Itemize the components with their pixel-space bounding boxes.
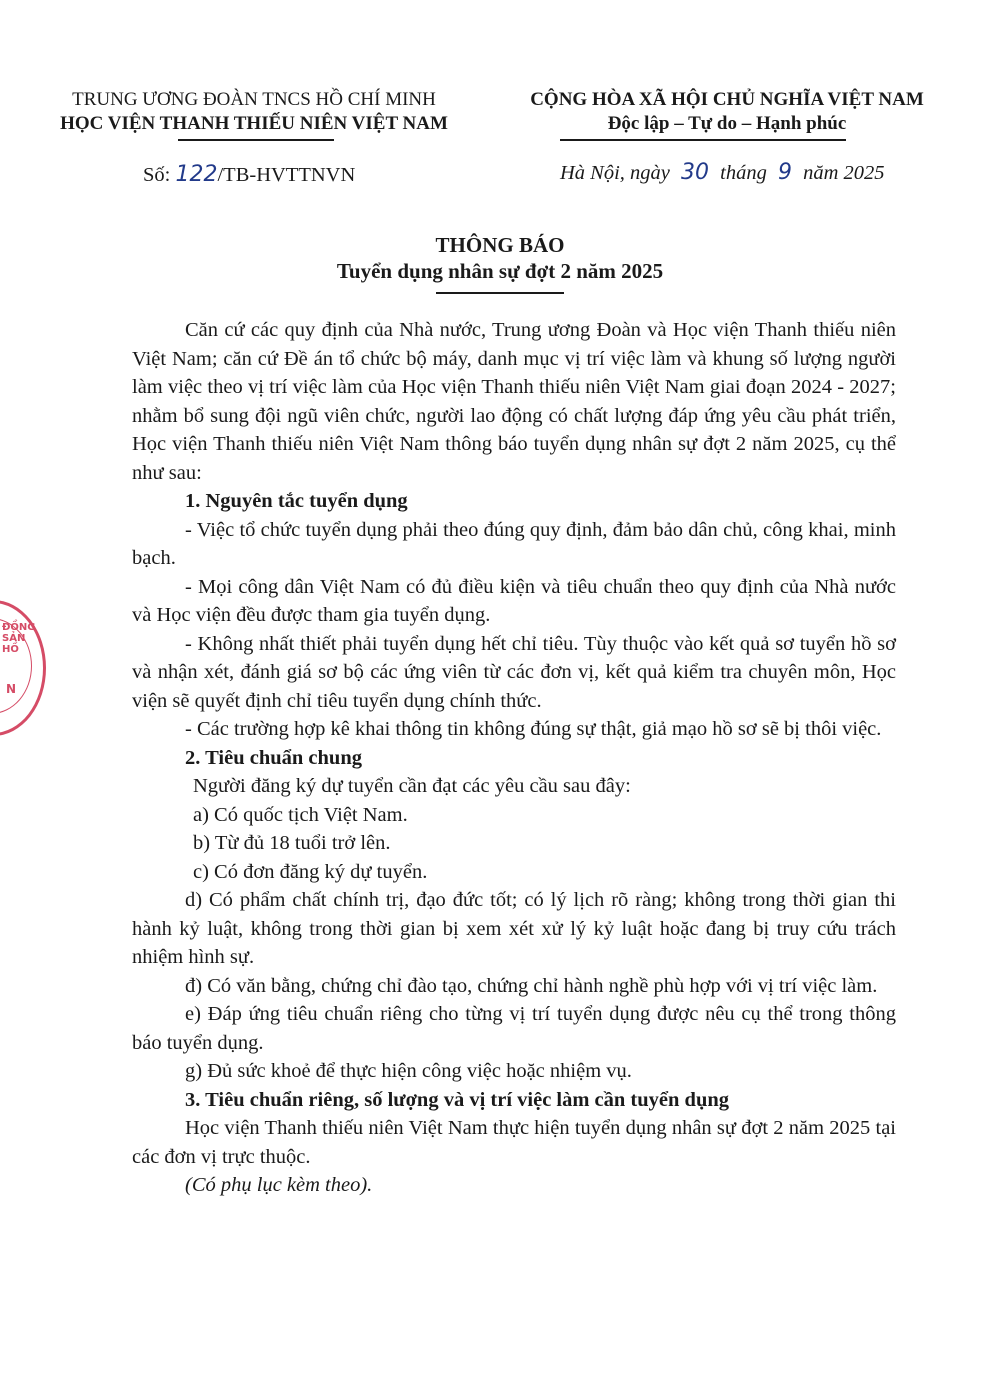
intro-paragraph: Căn cứ các quy định của Nhà nước, Trung ương Đoàn và Học viện Thanh thiếu niên Việt Nam; căn cứ Đề án tổ chức bộ máy, danh mục vị trí việc làm và khung số lượng người làm việc theo vị trí việc làm của Học viện Thanh thiếu niên Việt Nam giai đoạn 2024 - 2027; nhằm bổ sung đội ngũ viên chức, người lao động có chất lượng đáp ứng yêu cầu phát triển, Học viện Thanh thiếu niên Việt Nam thông báo tuyển dụng nhân sự đợt 2 năm 2025, cụ thể như sau: xyxy=(132,319,896,484)
section-2-lead: Người đăng ký dự tuyển cần đạt các yêu cầu sau đây: xyxy=(193,775,631,797)
section-1-item: - Mọi công dân Việt Nam có đủ điều kiện và tiêu chuẩn theo quy định của Nhà nước và Học viện đều được tham gia tuyển dụng. xyxy=(132,575,896,626)
nation-line-2: Độc lập – Tự do – Hạnh phúc xyxy=(607,113,847,134)
section-1-heading: 1. Nguyên tắc tuyển dụng xyxy=(185,490,408,512)
section-3-text: Học viện Thanh thiếu niên Việt Nam thực hiện tuyển dụng nhân sự đợt 2 năm 2025 tại các đơn vị trực thuộc. xyxy=(132,1117,896,1168)
document-date xyxy=(560,160,885,185)
section-2-item: đ) Có văn bằng, chứng chỉ đào tạo, chứng chỉ hành nghề phù hợp với vị trí việc làm. xyxy=(185,974,878,997)
date-year: năm 2025 xyxy=(797,162,885,184)
section-1-item: - Không nhất thiết phải tuyển dụng hết chỉ tiêu. Tùy thuộc vào kết quả sơ tuyển hồ sơ và nhận xét, đánh giá sơ bộ các ứng viên từ các đơn vị, kết quả kiểm tra chuyên môn, Học viện sẽ quyết định chỉ tiêu tuyển dụng chính thức. xyxy=(132,632,896,712)
section-2-item: e) Đáp ứng tiêu chuẩn riêng cho từng vị trí tuyển dụng được nêu cụ thể trong thông báo tuyển dụng. xyxy=(132,1003,896,1054)
date-place: Hà Nội, ngày xyxy=(560,162,676,184)
section-3-heading: 3. Tiêu chuẩn riêng, số lượng và vị trí việc làm cần tuyển dụng xyxy=(185,1088,729,1111)
document-subtitle: Tuyển dụng nhân sự đợt 2 năm 2025 xyxy=(336,259,664,283)
number-handwritten: 122 xyxy=(175,162,218,187)
org-line-2: HỌC VIỆN THANH THIẾU NIÊN VIỆT NAM xyxy=(60,113,448,134)
number-prefix: Số: xyxy=(143,164,176,186)
section-2-item: d) Có phẩm chất chính trị, đạo đức tốt; có lý lịch rõ ràng; không trong thời gian thi hành kỷ luật, không trong thời gian bị xem xét xử lý kỷ luật hoặc đang bị truy cứu trách nhiệm hình sự. xyxy=(132,889,896,968)
section-2-heading: 2. Tiêu chuẩn chung xyxy=(185,746,362,769)
section-2-item: a) Có quốc tịch Việt Nam. xyxy=(193,803,408,826)
nation-line-1: CỘNG HÒA XÃ HỘI CHỦ NGHĨA VIỆT NAM xyxy=(530,89,924,110)
section-3-note: (Có phụ lục kèm theo). xyxy=(185,1174,373,1196)
seal-text-top: ĐỒNG SẢN HỒ xyxy=(2,622,36,655)
title-underline xyxy=(436,292,564,294)
section-2-item: b) Từ đủ 18 tuổi trở lên. xyxy=(193,832,391,854)
number-suffix: /TB-HVTTNVN xyxy=(217,164,356,186)
date-day: 30 xyxy=(681,160,710,185)
section-2-item: c) Có đơn đăng ký dự tuyển. xyxy=(193,860,428,883)
section-1-item: - Việc tổ chức tuyển dụng phải theo đúng quy định, đảm bảo dân chủ, công khai, minh bạch. xyxy=(132,518,896,569)
document-number xyxy=(143,162,355,187)
section-1-item: - Các trường hợp kê khai thông tin không đúng sự thật, giả mạo hồ sơ sẽ bị thôi việc. xyxy=(185,718,882,740)
seal-text-mid: N xyxy=(6,682,17,696)
section-2-item: g) Đủ sức khoẻ để thực hiện công việc hoặc nhiệm vụ. xyxy=(185,1060,632,1082)
document-body xyxy=(132,316,896,1200)
document-title: THÔNG BÁO xyxy=(435,233,565,257)
date-month-label: tháng xyxy=(715,162,772,184)
nation-underline xyxy=(560,139,846,141)
org-underline xyxy=(178,139,334,141)
org-line-1: TRUNG ƯƠNG ĐOÀN TNCS HỒ CHÍ MINH xyxy=(72,89,436,110)
date-month: 9 xyxy=(777,160,792,185)
